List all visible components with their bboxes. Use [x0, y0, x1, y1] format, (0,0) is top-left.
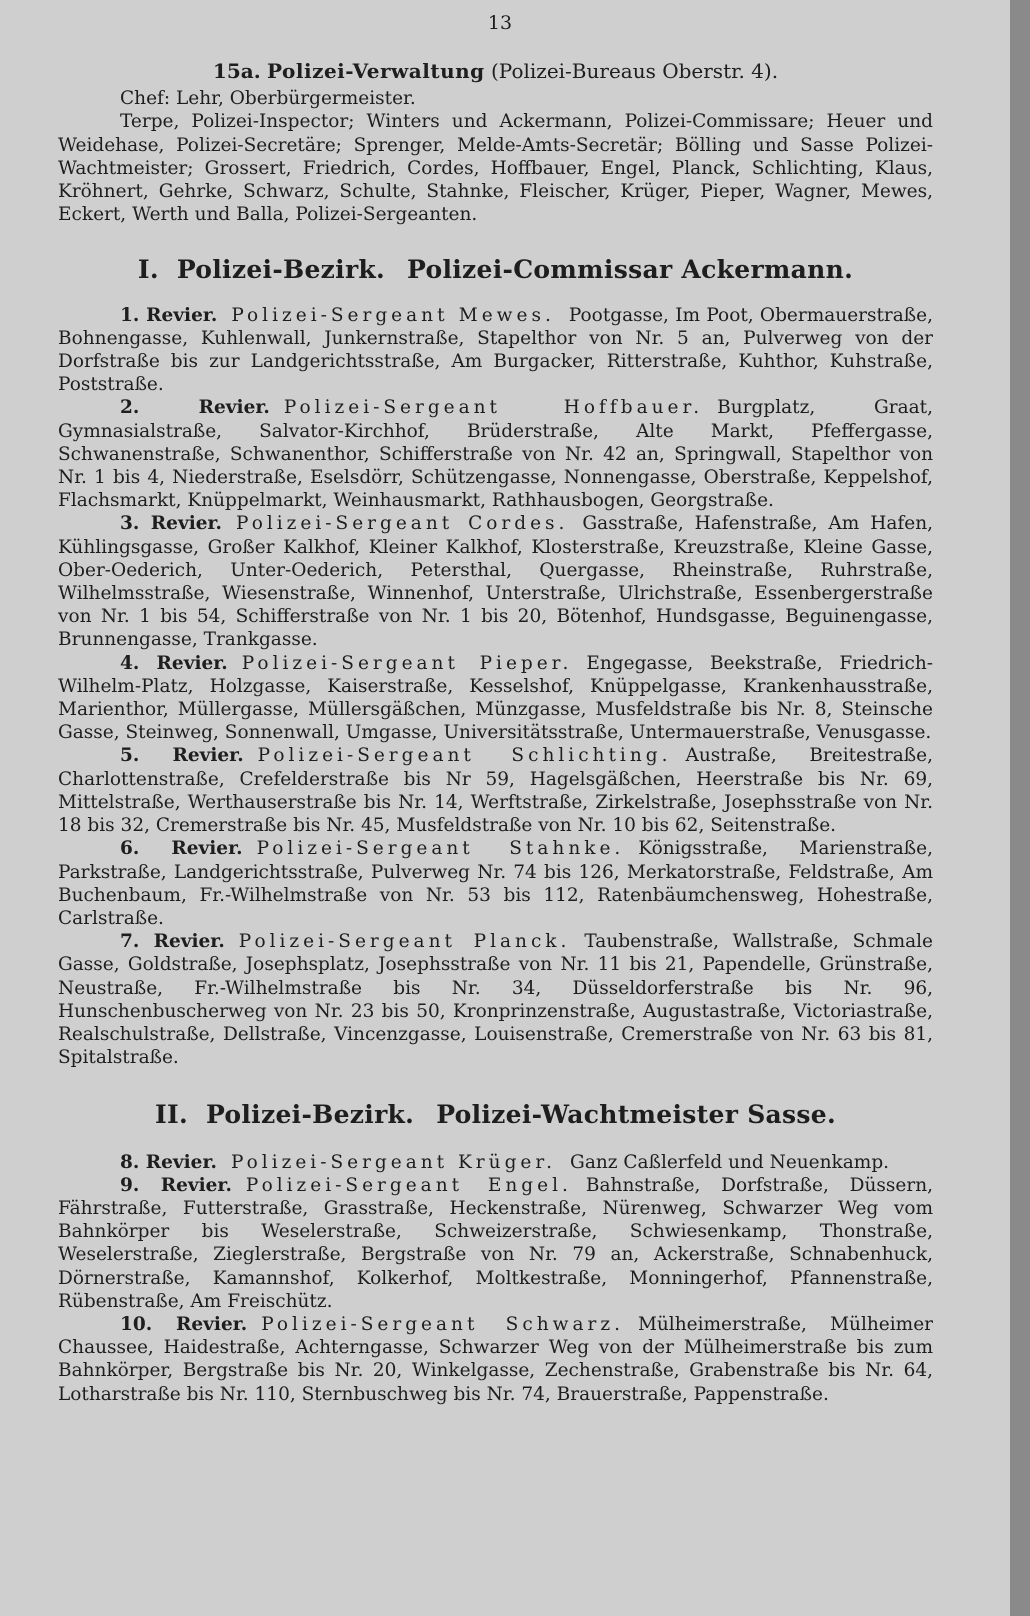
bezirk-2-chief: Polizei-Wachtmeister Sasse.: [436, 1100, 837, 1130]
bezirk-1-roman: I.: [137, 255, 159, 285]
revier-streets: Ganz Caßlerfeld und Neuenkamp.: [570, 1151, 890, 1173]
revier-streets: Austraße, Breitestraße, Charlottenstraße, Crefelderstraße bis Nr 59, Hagelsgäßchen, Heerstraße bis Nr. 69, Mittelstraße, Werthauserstraße bis Nr. 14, Werftstraße, Zirkelstraße, Josephsstraße von Nr. 18 bis 32, Cremerstraße bis Nr. 45, Musfeldstraße von Nr. 10 bis 62, Seitenstraße.: [58, 745, 933, 837]
revier-label: 4. Revier.: [120, 652, 228, 674]
revier-5: [58, 744, 933, 837]
revier-2: [58, 396, 933, 512]
bezirk-2-name: Polizei-Bezirk.: [205, 1100, 415, 1130]
revier-streets: Gasstraße, Hafenstraße, Am Hafen, Kühlingsgasse, Großer Kalkhof, Kleiner Kalkhof, Klosterstraße, Kreuzstraße, Kleine Gasse, Ober-Oederich, Unter-Oederich, Petersthal, Quergasse, Rheinstraße, Ruhrstraße, Wilhelmsstraße, Wiesenstraße, Winnenhof, Unterstraße, Ulrichstraße, Essenbergerstraße von Nr. 1 bis 54, Schifferstraße von Nr. 1 bis 20, Bötenhof, Hundsgasse, Beguinengasse, Brunnengasse, Trankgasse.: [58, 513, 934, 651]
bezirk-2-heading: [58, 1100, 933, 1130]
revier-sergeant: Polizei-Sergeant Schlichting.: [257, 745, 672, 767]
section-subtitle: (Polizei-Bureaus Oberstr. 4).: [491, 59, 779, 83]
revier-sergeant: Polizei-Sergeant Pieper.: [241, 652, 573, 674]
revier-sergeant: Polizei-Sergeant Stahnke.: [256, 838, 625, 860]
revier-6: [58, 837, 933, 930]
revier-label: 9. Revier.: [120, 1174, 232, 1196]
revier-label: 6. Revier.: [120, 838, 243, 860]
revier-streets: Taubenstraße, Wallstraße, Schmale Gasse, Goldstraße, Josephsplatz, Josephsstraße von Nr. 11 bis 21, Papendelle, Grünstraße, Neustraße, Fr.-Wilhelmstraße bis Nr. 34, Düsseldorferstraße bis Nr. 96, Hunschenbuscherweg von Nr. 23 bis 50, Kronprinzenstraße, Augustastraße, Victoriastraße, Realschulstraße, Dellstraße, Vincenzgasse, Louisenstraße, Cremerstraße von Nr. 63 bis 81, Spitalstraße.: [58, 931, 934, 1069]
revier-sergeant: Polizei-Sergeant Schwarz.: [261, 1313, 624, 1335]
revier-streets: Pootgasse, Im Poot, Obermauerstraße, Bohnengasse, Kuhlenwall, Junkernstraße, Stapelthor von Nr. 5 an, Pulverweg von der Dorfstraße bis zur Landgerichtsstraße, Am Burgacker, Ritterstraße, Kuhthor, Kuhstraße, Poststraße.: [58, 304, 933, 396]
section-title: Polizei-Verwaltung: [267, 59, 485, 83]
revier-sergeant: Polizei-Sergeant Krüger.: [230, 1151, 557, 1173]
revier-streets: Mülheimerstraße, Mülheimer Chaussee, Haidestraße, Achterngasse, Schwarzer Weg von der Mülheimerstraße bis zum Bahnkörper, Bergstraße bis Nr. 20, Winkelgasse, Zechenstraße, Grabenstraße bis Nr. 64, Lotharstraße bis Nr. 110, Sternbuschweg bis Nr. 74, Brauerstraße, Pappenstraße.: [58, 1313, 933, 1405]
revier-streets: Engegasse, Beekstraße, Friedrich-Wilhelm-Platz, Holzgasse, Kaiserstraße, Kesselshof, Knüppelgasse, Krankenhausstraße, Marienthor, Müllergasse, Müllersgäßchen, Münzgasse, Musfeldstraße bis Nr. 8, Steinsche Gasse, Steinweg, Sonnenwall, Umgasse, Universitätsstraße, Untermauerstraße, Venusgasse.: [58, 652, 933, 744]
revier-label: 2. Revier.: [120, 397, 270, 419]
revier-7: [58, 930, 933, 1069]
revier-label: 8. Revier.: [120, 1151, 217, 1173]
section-15a-heading: [58, 60, 933, 83]
chef-line: Chef: Lehr, Oberbürgermeister.: [120, 88, 416, 110]
bezirk-1-name: Polizei-Bezirk.: [176, 255, 386, 285]
revier-9: [58, 1174, 933, 1313]
revier-sergeant: Polizei-Sergeant Cordes.: [236, 513, 569, 535]
revier-sergeant: Polizei-Sergeant Mewes.: [231, 304, 555, 326]
revier-label: 1. Revier.: [120, 304, 218, 326]
revier-10: [58, 1313, 933, 1406]
revier-label: 3. Revier.: [120, 513, 222, 535]
revier-sergeant: Polizei-Sergeant Engel.: [245, 1174, 572, 1196]
revier-streets: Burgplatz, Graat, Gymnasialstraße, Salvator-Kirchhof, Brüderstraße, Alte Markt, Pfeffergasse, Schwanenstraße, Schwanenthor, Schifferstraße von Nr. 42 an, Springwall, Stapelthor von Nr. 1 bis 4, Niederstraße, Eselsdörr, Schützengasse, Nonnengasse, Oberstraße, Keppelshof, Flachsmarkt, Knüppelmarkt, Weinhausmarkt, Rathhausbogen, Georgstraße.: [58, 397, 933, 512]
revier-sergeant: Polizei-Sergeant Hoffbauer.: [283, 397, 704, 419]
section-number: 15a.: [212, 59, 261, 83]
revier-sergeant: Polizei-Sergeant Planck.: [238, 931, 571, 953]
revier-1: [58, 304, 933, 397]
revier-label: 10. Revier.: [120, 1313, 248, 1335]
revier-label: 5. Revier.: [120, 745, 244, 767]
page-edge: [1010, 0, 1030, 1616]
staff-list: Terpe, Polizei-Inspector; Winters und Ackermann, Polizei-Commissare; Heuer und Weidehase, Polizei-Secretäre; Sprenger, Melde-Amts-Secretär; Bölling und Sasse Polizei-Wachtmeister; Grossert, Friedrich, Cordes, Hoffbauer, Engel, Planck, Schlichting, Klaus, Kröhnert, Gehrke, Schwarz, Schulte, Stahnke, Fleischer, Krüger, Pieper, Wagner, Mewes, Eckert, Werth und Balla, Polizei-Sergeanten.: [58, 111, 933, 226]
revier-streets: Bahnstraße, Dorfstraße, Düssern, Fährstraße, Futterstraße, Grasstraße, Heckenstraße, Nürenweg, Schwarzer Weg vom Bahnkörper bis Weselerstraße, Schweizerstraße, Schwiesenkamp, Thonstraße, Weselerstraße, Zieglerstraße, Bergstraße von Nr. 79 an, Ackerstraße, Schnabenhuck, Dörnerstraße, Kamannshof, Kolkerhof, Moltkestraße, Monningerhof, Pfannenstraße, Rübenstraße, Am Freischütz.: [58, 1174, 933, 1312]
revier-label: 7. Revier.: [120, 931, 225, 953]
bezirk-1-chief: Polizei-Commissar Ackermann.: [407, 255, 854, 285]
revier-streets: Königsstraße, Marienstraße, Parkstraße, Landgerichtsstraße, Pulverweg Nr. 74 bis 126, Merkatorstraße, Feldstraße, Am Buchenbaum, Fr.-Wilhelmstraße von Nr. 53 bis 112, Ratenbäumchensweg, Hohestraße, Carlstraße.: [58, 838, 933, 929]
bezirk-1-heading: [58, 255, 933, 285]
bezirk-2-roman: II.: [154, 1100, 188, 1130]
revier-8: [58, 1151, 933, 1174]
revier-4: [58, 652, 933, 745]
page-number: 13: [487, 12, 513, 34]
page-content: [58, 60, 933, 1406]
revier-3: [58, 512, 933, 651]
